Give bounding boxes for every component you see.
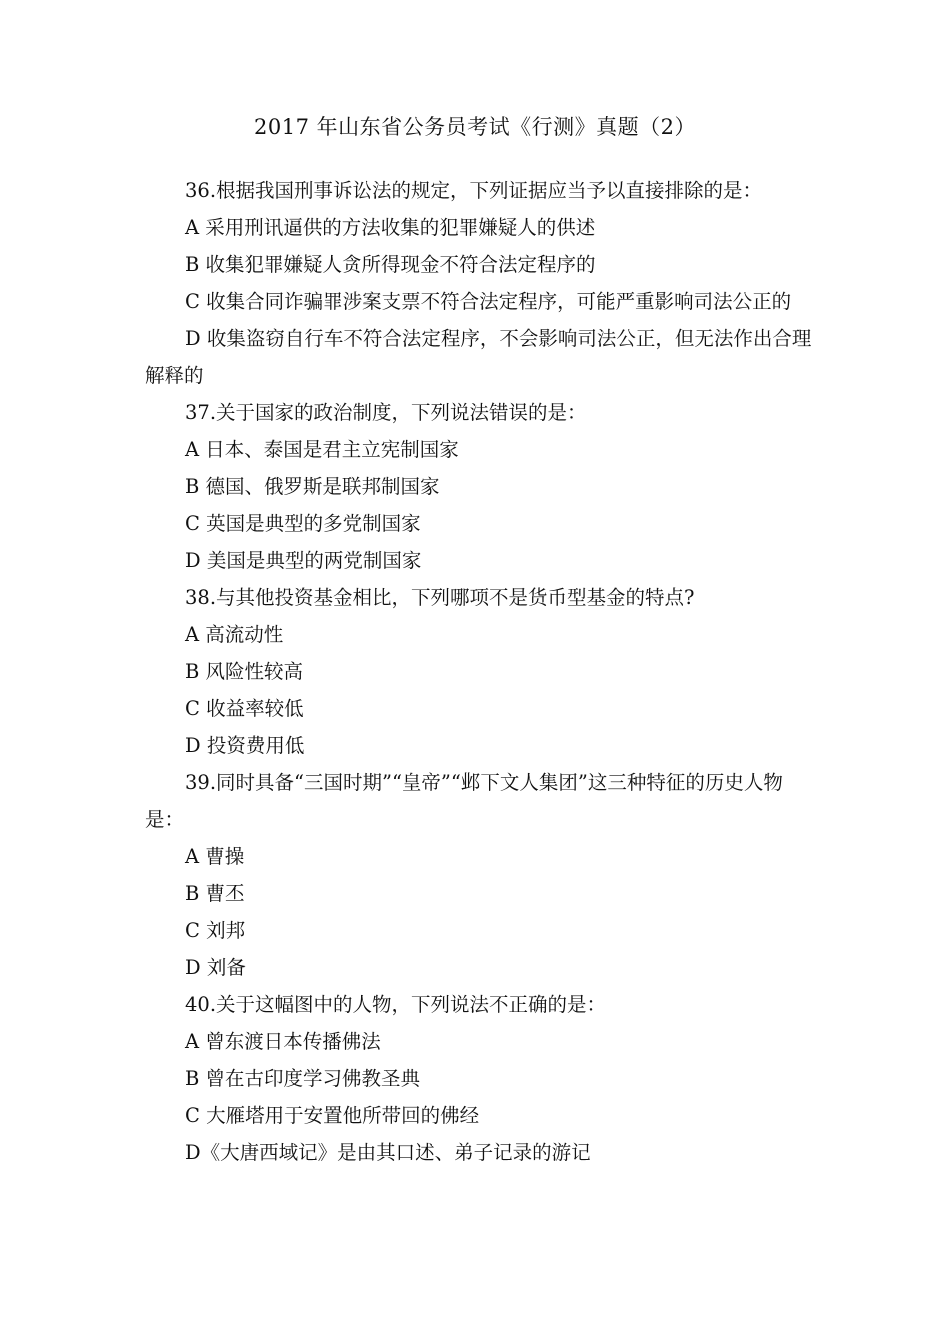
question-37-option-d: D 美国是典型的两党制国家	[185, 549, 422, 572]
page-title: 2017 年山东省公务员考试《行测》真题（2）	[254, 115, 696, 139]
question-38-option-a: A 高流动性	[185, 623, 284, 646]
question-38-option-c: C 收益率较低	[185, 697, 304, 720]
question-37-option-a: A 日本、泰国是君主立宪制国家	[185, 438, 459, 461]
question-40-option-a: A 曾东渡日本传播佛法	[185, 1030, 381, 1053]
question-36-option-a: A 采用刑讯逼供的方法收集的犯罪嫌疑人的供述	[185, 216, 596, 239]
question-39-stem: 39.同时具备“三国时期”“皇帝”“邺下文人集团”这三种特征的历史人物是：	[145, 771, 783, 831]
question-36-option-b: B 收集犯罪嫌疑人贪所得现金不符合法定程序的	[185, 253, 596, 276]
question-list	[145, 172, 813, 1171]
question-39-option-d: D 刘备	[185, 956, 246, 979]
question-37-option-b: B 德国、俄罗斯是联邦制国家	[185, 475, 440, 498]
question-39-option-b: B 曹丕	[185, 882, 245, 905]
question-37-stem: 37.关于国家的政治制度，下列说法错误的是：	[185, 401, 587, 424]
question-38-option-d: D 投资费用低	[185, 734, 305, 757]
question-39-option-c: C 刘邦	[185, 919, 246, 942]
question-36-stem: 36.根据我国刑事诉讼法的规定，下列证据应当予以直接排除的是：	[185, 179, 763, 202]
question-37-option-c: C 英国是典型的多党制国家	[185, 512, 421, 535]
question-40-option-b: B 曾在古印度学习佛教圣典	[185, 1067, 421, 1090]
question-40-option-d: D《大唐西域记》是由其口述、弟子记录的游记	[185, 1141, 591, 1164]
question-39-option-a: A 曹操	[185, 845, 245, 868]
question-40-option-c: C 大雁塔用于安置他所带回的佛经	[185, 1104, 480, 1127]
question-40-stem: 40.关于这幅图中的人物，下列说法不正确的是：	[185, 993, 607, 1016]
question-36-option-d: D 收集盗窃自行车不符合法定程序，不会影响司法公正，但无法作出合理解释的	[145, 327, 812, 387]
question-38-stem: 38.与其他投资基金相比，下列哪项不是货币型基金的特点?	[185, 586, 695, 609]
question-36-option-c: C 收集合同诈骗罪涉案支票不符合法定程序，可能严重影响司法公正的	[185, 290, 792, 313]
question-38-option-b: B 风险性较高	[185, 660, 304, 683]
